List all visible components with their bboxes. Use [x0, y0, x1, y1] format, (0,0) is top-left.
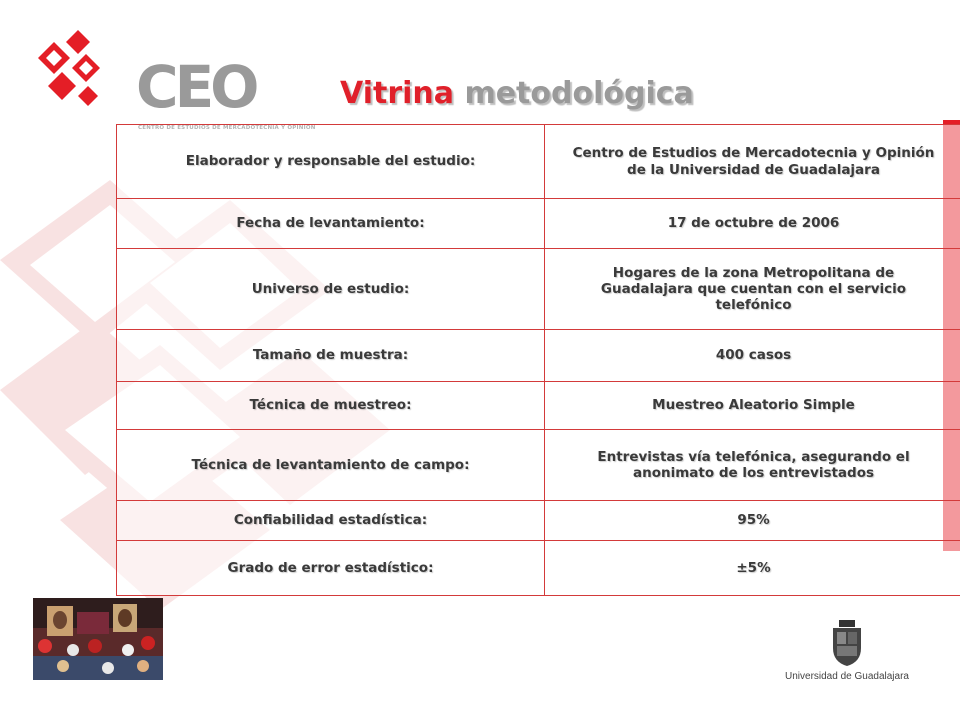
- table-row: [117, 249, 960, 330]
- row-value: 95%: [545, 501, 960, 541]
- ceo-logo: [28, 28, 258, 121]
- row-value: Centro de Estudios de Mercadotecnia y Opinión de la Universidad de Guadalajara: [545, 125, 960, 199]
- row-label: Elaborador y responsable del estudio:: [117, 125, 545, 199]
- title-word-vitrina: Vitrina: [340, 76, 454, 111]
- university-name: Universidad de Guadalajara: [785, 671, 909, 682]
- table-row: [117, 430, 960, 501]
- row-value: ±5%: [545, 541, 960, 596]
- row-label: Técnica de levantamiento de campo:: [117, 430, 545, 501]
- methodology-table: [116, 124, 960, 596]
- row-label: Universo de estudio:: [117, 249, 545, 330]
- table-row: [117, 541, 960, 596]
- page-title: [340, 76, 694, 111]
- altar-photo: [33, 598, 163, 680]
- row-value: Hogares de la zona Metropolitana de Guadalajara que cuentan con el servicio telefónico: [545, 249, 960, 330]
- udg-coat-of-arms-icon: [829, 620, 865, 666]
- table-row: [117, 330, 960, 382]
- row-label: Técnica de muestreo:: [117, 382, 545, 430]
- table-row: [117, 199, 960, 249]
- logo-wordmark: CEO: [136, 53, 256, 121]
- title-word-metodologica: metodológica: [464, 76, 694, 111]
- table-row: [117, 125, 960, 199]
- row-value: Muestreo Aleatorio Simple: [545, 382, 960, 430]
- row-value: 400 casos: [545, 330, 960, 382]
- row-label: Fecha de levantamiento:: [117, 199, 545, 249]
- row-value: Entrevistas vía telefónica, asegurando el anonimato de los entrevistados: [545, 430, 960, 501]
- table-row: [117, 501, 960, 541]
- row-label: Confiabilidad estadística:: [117, 501, 545, 541]
- row-label: Tamaño de muestra:: [117, 330, 545, 382]
- table-row: [117, 382, 960, 430]
- row-value: 17 de octubre de 2006: [545, 199, 960, 249]
- row-label: Grado de error estadístico:: [117, 541, 545, 596]
- ceo-diamond-logo-icon: [28, 28, 108, 112]
